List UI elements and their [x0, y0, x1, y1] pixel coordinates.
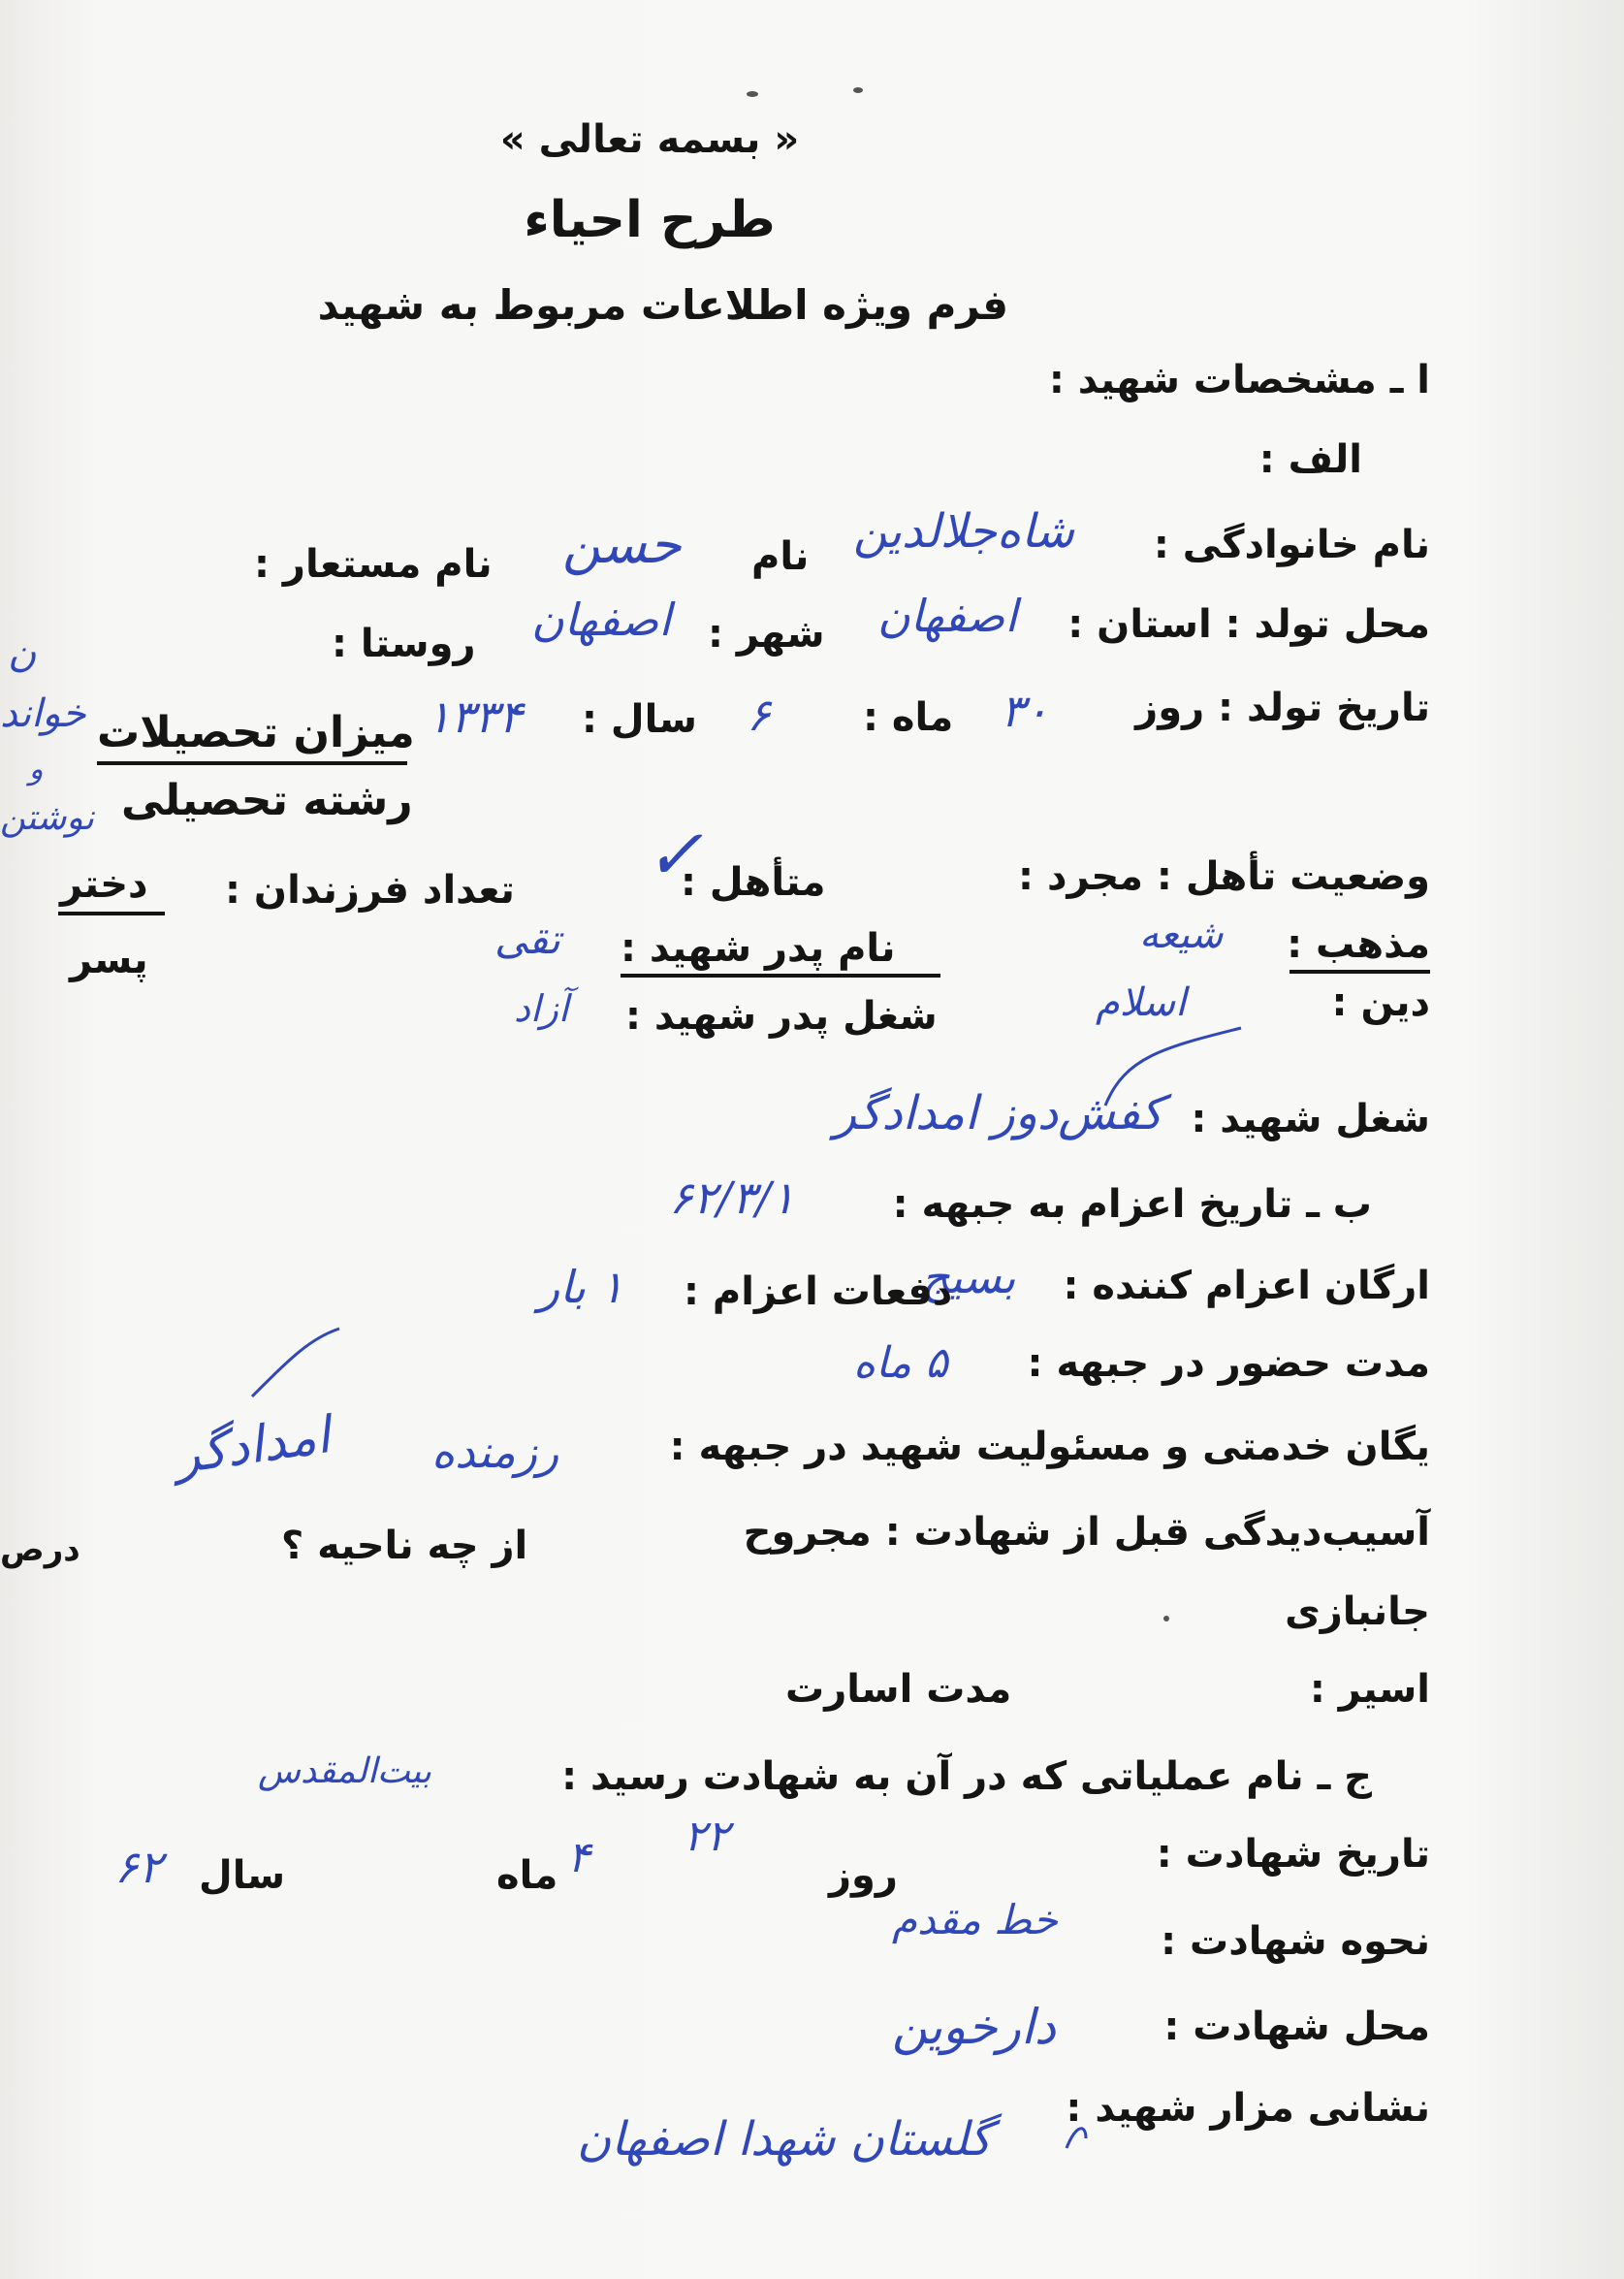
dispatch-org-label: ارگان اعزام کننده :: [1063, 1264, 1430, 1308]
education-level-label: میزان تحصیلات: [97, 708, 415, 757]
birthplace-label: محل تولد : استان :: [1067, 602, 1430, 647]
city-label: شهر :: [708, 612, 825, 657]
family-name-value: شاه‌جلالدین: [853, 504, 1075, 559]
children-count-label: تعداد فرزندان :: [225, 868, 515, 913]
dispatch-count-label: دفعات اعزام :: [684, 1269, 953, 1314]
city-value: اصفهان: [531, 594, 672, 646]
family-name-label: نام خانوادگی :: [1153, 523, 1430, 567]
front-duration-label: مدت حضور در جبهه :: [1027, 1341, 1430, 1386]
dispatch-org-value: بسیج: [921, 1251, 1016, 1303]
form-heading: « بسمه تعالی »: [499, 117, 800, 162]
martyrdom-year-value: ۶۲: [114, 1841, 163, 1893]
martyrdom-place-label: محل شهادت :: [1163, 2005, 1430, 2049]
religion-value: اسلام: [1096, 980, 1187, 1025]
martyrdom-month-value: ۴: [567, 1833, 590, 1882]
front-duration-value: ۵ ماه: [853, 1338, 948, 1388]
married-check: ✓: [645, 814, 704, 895]
martyrdom-year-label: سال: [199, 1853, 286, 1898]
sub-b-label: ب ـ تاریخ اعزام به جبهه :: [892, 1182, 1372, 1227]
birth-year-value: ۱۳۳۴: [427, 690, 523, 743]
birthdate-label: تاریخ تولد : روز: [1135, 686, 1430, 730]
margin-note-top: ن: [8, 631, 37, 676]
married-label: متأهل :: [681, 860, 826, 905]
village-label: روستا :: [332, 622, 476, 666]
captivity-duration-label: مدت اسارت: [785, 1667, 1012, 1712]
province-value: اصفهان: [877, 590, 1018, 642]
margin-fragment: درص: [0, 1530, 80, 1569]
veteran-label: جانبازی: [1285, 1589, 1430, 1634]
martyrdom-month-label: ماه: [496, 1853, 558, 1898]
dispatch-count-value: ۱ بار: [538, 1261, 624, 1313]
job-label: شغل شهید :: [1191, 1097, 1430, 1141]
marital-status-label: وضعیت تأهل : مجرد :: [1018, 854, 1430, 899]
grave-pen-underline: [1067, 2129, 1086, 2148]
which-area-label: از چه ناحیه ؟: [281, 1524, 528, 1568]
grave-address-value: گلستان شهدا اصفهان: [577, 2112, 992, 2167]
religion-pen-stroke: [1105, 1028, 1241, 1106]
unit-role-value-1: رزمنده: [431, 1426, 559, 1478]
form-title: فرم ویژه اطلاعات مربوط به شهید: [317, 281, 1008, 329]
father-name-value: تقی: [494, 915, 560, 963]
project-title: طرح احیاء: [524, 191, 776, 249]
alias-label: نام مستعار :: [254, 542, 493, 587]
unit-role-label: یگان خدمتی و مسئولیت شهید در جبهه :: [669, 1425, 1430, 1469]
sect-label: مذهب :: [1287, 922, 1430, 967]
daughter-label: دختر: [60, 862, 148, 907]
father-job-value: آزاد: [514, 987, 569, 1030]
unit-pen-stroke: [252, 1329, 339, 1396]
martyrdom-date-label: تاریخ شهادت :: [1156, 1832, 1430, 1877]
birth-month-value: ۶: [747, 689, 771, 741]
birth-day-value: ۳۰: [1001, 685, 1049, 737]
operation-value: بیت‌المقدس: [258, 1751, 432, 1791]
name-label: نام: [751, 534, 810, 579]
field-of-study-label: رشته تحصیلی: [121, 776, 413, 825]
injury-label: آسیب‌دیدگی قبل از شهادت : مجروح: [743, 1510, 1430, 1555]
sub-c-label: ج ـ نام عملیاتی که در آن به شهادت رسید :: [561, 1754, 1372, 1799]
margin-note-mid: و: [29, 753, 44, 786]
sub-a-label: الف :: [1258, 437, 1362, 482]
religion-label: دین :: [1331, 980, 1430, 1025]
birth-month-label: ماه :: [863, 695, 954, 740]
unit-role-value-2: امدادگر: [171, 1406, 334, 1486]
son-label: پسر: [70, 938, 148, 982]
martyrdom-day-value: ۲۲: [684, 1812, 730, 1861]
martyrdom-manner-value: خط مقدم: [892, 1896, 1058, 1943]
dispatch-date-value: ۶۲/۳/۱: [669, 1172, 795, 1224]
job-value: کفش‌دوز امدادگر: [834, 1086, 1163, 1140]
first-name-value: حسن: [562, 514, 682, 575]
martyrdom-day-label: روز: [829, 1853, 898, 1898]
margin-note-field: نوشتن: [0, 798, 95, 838]
father-name-label: نام پدر شهید :: [621, 926, 896, 971]
grave-address-label: نشانی مزار شهید :: [1066, 2086, 1430, 2131]
pow-label: اسیر :: [1309, 1667, 1430, 1712]
martyrdom-place-value: دارخوین: [892, 1999, 1057, 2055]
margin-note-education: خواند: [0, 691, 86, 736]
martyrdom-manner-label: نحوه شهادت :: [1161, 1919, 1430, 1964]
birth-year-label: سال :: [582, 697, 697, 742]
sect-value: شیعه: [1139, 913, 1224, 957]
father-job-label: شغل پدر شهید :: [625, 994, 938, 1039]
section-1-label: ا ـ مشخصات شهید :: [1048, 358, 1430, 402]
